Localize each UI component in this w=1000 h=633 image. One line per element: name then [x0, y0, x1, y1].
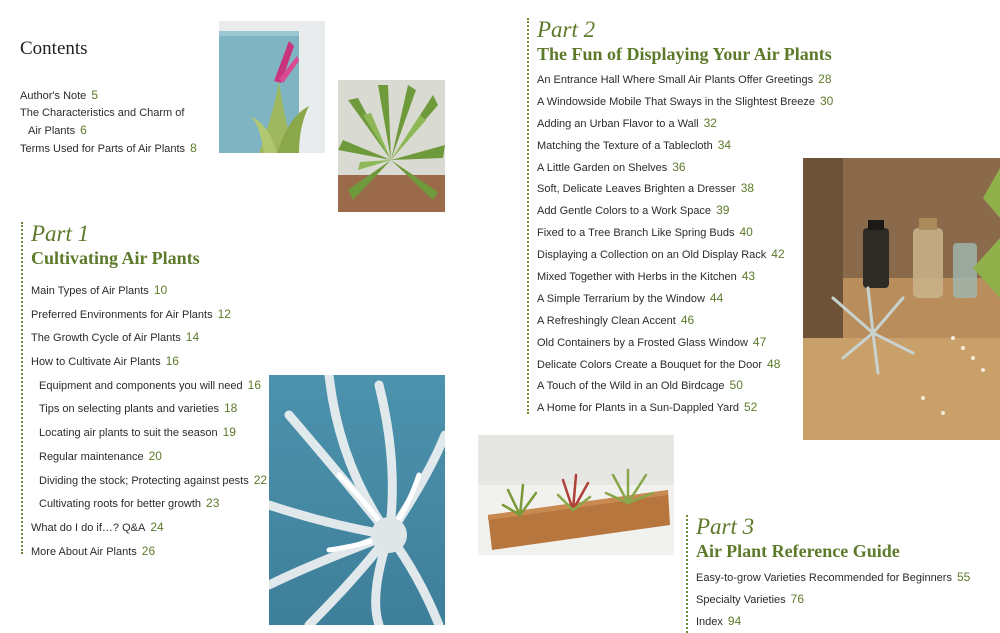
photo-pink-bloom: [219, 21, 325, 153]
entry-page: 48: [767, 356, 781, 371]
entry-page: 14: [185, 330, 200, 345]
entry-label: A Home for Plants in a Sun-Dappled Yard: [537, 402, 739, 415]
entry-page: 47: [752, 334, 767, 349]
toc-entry[interactable]: [537, 157, 833, 179]
toc-entry[interactable]: [696, 610, 970, 632]
toc-entry[interactable]: [537, 354, 833, 376]
toc-entry[interactable]: [537, 200, 833, 222]
entry-label: Old Containers by a Frosted Glass Window: [537, 336, 748, 349]
entry-label: The Characteristics and Charm of: [20, 107, 185, 119]
toc-entry[interactable]: [537, 222, 833, 244]
part2-title: The Fun of Displaying Your Air Plants: [537, 44, 832, 64]
entry-label: A Simple Terrarium by the Window: [537, 292, 705, 305]
entry-page: 20: [148, 448, 162, 463]
toc-entry[interactable]: [537, 91, 833, 113]
entry-page: 36: [672, 159, 686, 174]
part2-toc: [537, 69, 833, 419]
toc-entry[interactable]: [696, 566, 970, 588]
part3-label: Part 3: [696, 514, 755, 539]
toc-entry[interactable]: [31, 279, 267, 303]
entry-page: 32: [703, 115, 717, 130]
toc-subentry[interactable]: [31, 421, 267, 445]
entry-label: Cultivating roots for better growth: [39, 498, 202, 511]
entry-label: How to Cultivate Air Plants: [31, 356, 161, 369]
entry-label: Soft, Delicate Leaves Brighten a Dresser: [537, 183, 736, 196]
entry-page: 34: [717, 137, 732, 152]
entry-label: Adding an Urban Flavor to a Wall: [537, 117, 699, 130]
entry-label: A Windowside Mobile That Sways in the Slightest Breeze: [537, 95, 815, 108]
entry-page: 38: [740, 181, 755, 196]
toc-subentry[interactable]: [31, 374, 267, 398]
entry-page: 12: [217, 306, 231, 321]
entry-label: What do I do if…? Q&A: [31, 521, 146, 534]
toc-entry[interactable]: [31, 350, 267, 374]
part1-title: Cultivating Air Plants: [31, 248, 200, 268]
part1-rule: [21, 222, 23, 554]
entry-page: 24: [150, 519, 164, 534]
photo-green-rosette: [338, 80, 445, 212]
entry-label: Author's Note: [20, 90, 87, 102]
entry-label: A Little Garden on Shelves: [537, 161, 668, 174]
entry-label: Terms Used for Parts of Air Plants: [20, 143, 186, 155]
part1-toc: [31, 279, 267, 563]
toc-entry[interactable]: [537, 178, 833, 200]
entry-label: Mixed Together with Herbs in the Kitchen: [537, 271, 737, 284]
entry-page: 30: [820, 93, 834, 108]
entry-page: 55: [956, 570, 971, 584]
front-matter-list: [20, 87, 197, 158]
entry-page: 23: [206, 496, 220, 511]
toc-entry[interactable]: [696, 588, 970, 610]
entry-label: Regular maintenance: [39, 450, 144, 463]
toc-entry[interactable]: [20, 105, 197, 122]
toc-entry[interactable]: [31, 516, 267, 540]
photo-silver-plant: [269, 375, 445, 625]
toc-entry[interactable]: [31, 540, 267, 564]
entry-label: Delicate Colors Create a Bouquet for the Door: [537, 358, 763, 371]
entry-label: Dividing the stock; Protecting against pests: [39, 474, 249, 487]
entry-label: Equipment and components you will need: [39, 379, 243, 392]
entry-label: Preferred Environments for Air Plants: [31, 308, 213, 321]
entry-page: 44: [709, 290, 724, 305]
entry-page: 5: [91, 88, 98, 102]
entry-page: 26: [141, 543, 156, 558]
toc-entry[interactable]: [537, 135, 833, 157]
entry-page: 18: [223, 401, 238, 416]
part3-rule: [686, 515, 688, 633]
entry-page: 6: [80, 123, 87, 137]
entry-page: 43: [741, 269, 756, 284]
entry-label: Displaying a Collection on an Old Display Rack: [537, 249, 767, 262]
toc-subentry[interactable]: [31, 445, 267, 469]
entry-page: 10: [153, 283, 168, 297]
entry-label: A Refreshingly Clean Accent: [537, 314, 676, 327]
entry-page: 22: [253, 472, 268, 487]
toc-entry[interactable]: [537, 332, 833, 354]
part3-title: Air Plant Reference Guide: [696, 541, 900, 561]
entry-label: Fixed to a Tree Branch Like Spring Buds: [537, 227, 735, 240]
entry-page: 16: [247, 377, 261, 392]
part2-rule: [527, 18, 529, 414]
entry-page: 46: [680, 312, 695, 327]
part2-label: Part 2: [537, 17, 596, 42]
toc-entry[interactable]: [537, 244, 833, 266]
entry-page: 40: [739, 225, 753, 240]
photo-dresser-bottles: [803, 158, 1000, 440]
entry-label: Matching the Texture of a Tablecloth: [537, 139, 713, 152]
toc-entry[interactable]: [537, 288, 833, 310]
toc-entry[interactable]: [31, 326, 267, 350]
entry-page: 19: [222, 425, 236, 440]
entry-page: 76: [790, 592, 805, 606]
toc-subentry[interactable]: [31, 492, 267, 516]
entry-label: Locating air plants to suit the season: [39, 427, 218, 440]
entry-label: Specialty Varieties: [696, 594, 786, 606]
toc-entry[interactable]: [20, 140, 197, 158]
entry-label: Add Gentle Colors to a Work Space: [537, 205, 712, 218]
entry-label: More About Air Plants: [31, 545, 137, 558]
entry-label: An Entrance Hall Where Small Air Plants Offer Greetings: [537, 74, 814, 86]
toc-entry[interactable]: [537, 397, 833, 419]
toc-entry[interactable]: [537, 69, 833, 91]
toc-entry[interactable]: [20, 122, 197, 140]
entry-page: 94: [727, 614, 742, 628]
entry-page: 28: [818, 72, 832, 86]
entry-page: 16: [165, 354, 179, 369]
photo-plaque-plants: [478, 435, 674, 555]
contents-title: Contents: [20, 38, 88, 59]
entry-page: 39: [716, 203, 730, 218]
entry-label: Tips on selecting plants and varieties: [39, 403, 219, 416]
toc-entry[interactable]: [31, 303, 267, 327]
entry-label: Index: [696, 616, 723, 628]
toc-entry[interactable]: [537, 375, 833, 397]
part3-toc: [696, 566, 970, 632]
entry-page: 50: [729, 378, 743, 393]
toc-entry[interactable]: [537, 310, 833, 332]
entry-page: 52: [744, 400, 758, 415]
entry-page: 42: [771, 247, 785, 262]
toc-entry[interactable]: [537, 266, 833, 288]
entry-label: Air Plants: [28, 125, 76, 137]
part1-label: Part 1: [31, 221, 90, 246]
toc-entry[interactable]: [537, 113, 833, 135]
entry-page: 8: [190, 141, 197, 155]
entry-label: Main Types of Air Plants: [31, 285, 149, 297]
toc-subentry[interactable]: [31, 469, 267, 493]
entry-label: Easy-to-grow Varieties Recommended for Beginners: [696, 572, 952, 584]
toc-entry[interactable]: [20, 87, 197, 105]
entry-label: The Growth Cycle of Air Plants: [31, 332, 181, 345]
entry-label: A Touch of the Wild in an Old Birdcage: [537, 380, 725, 393]
toc-subentry[interactable]: [31, 397, 267, 421]
